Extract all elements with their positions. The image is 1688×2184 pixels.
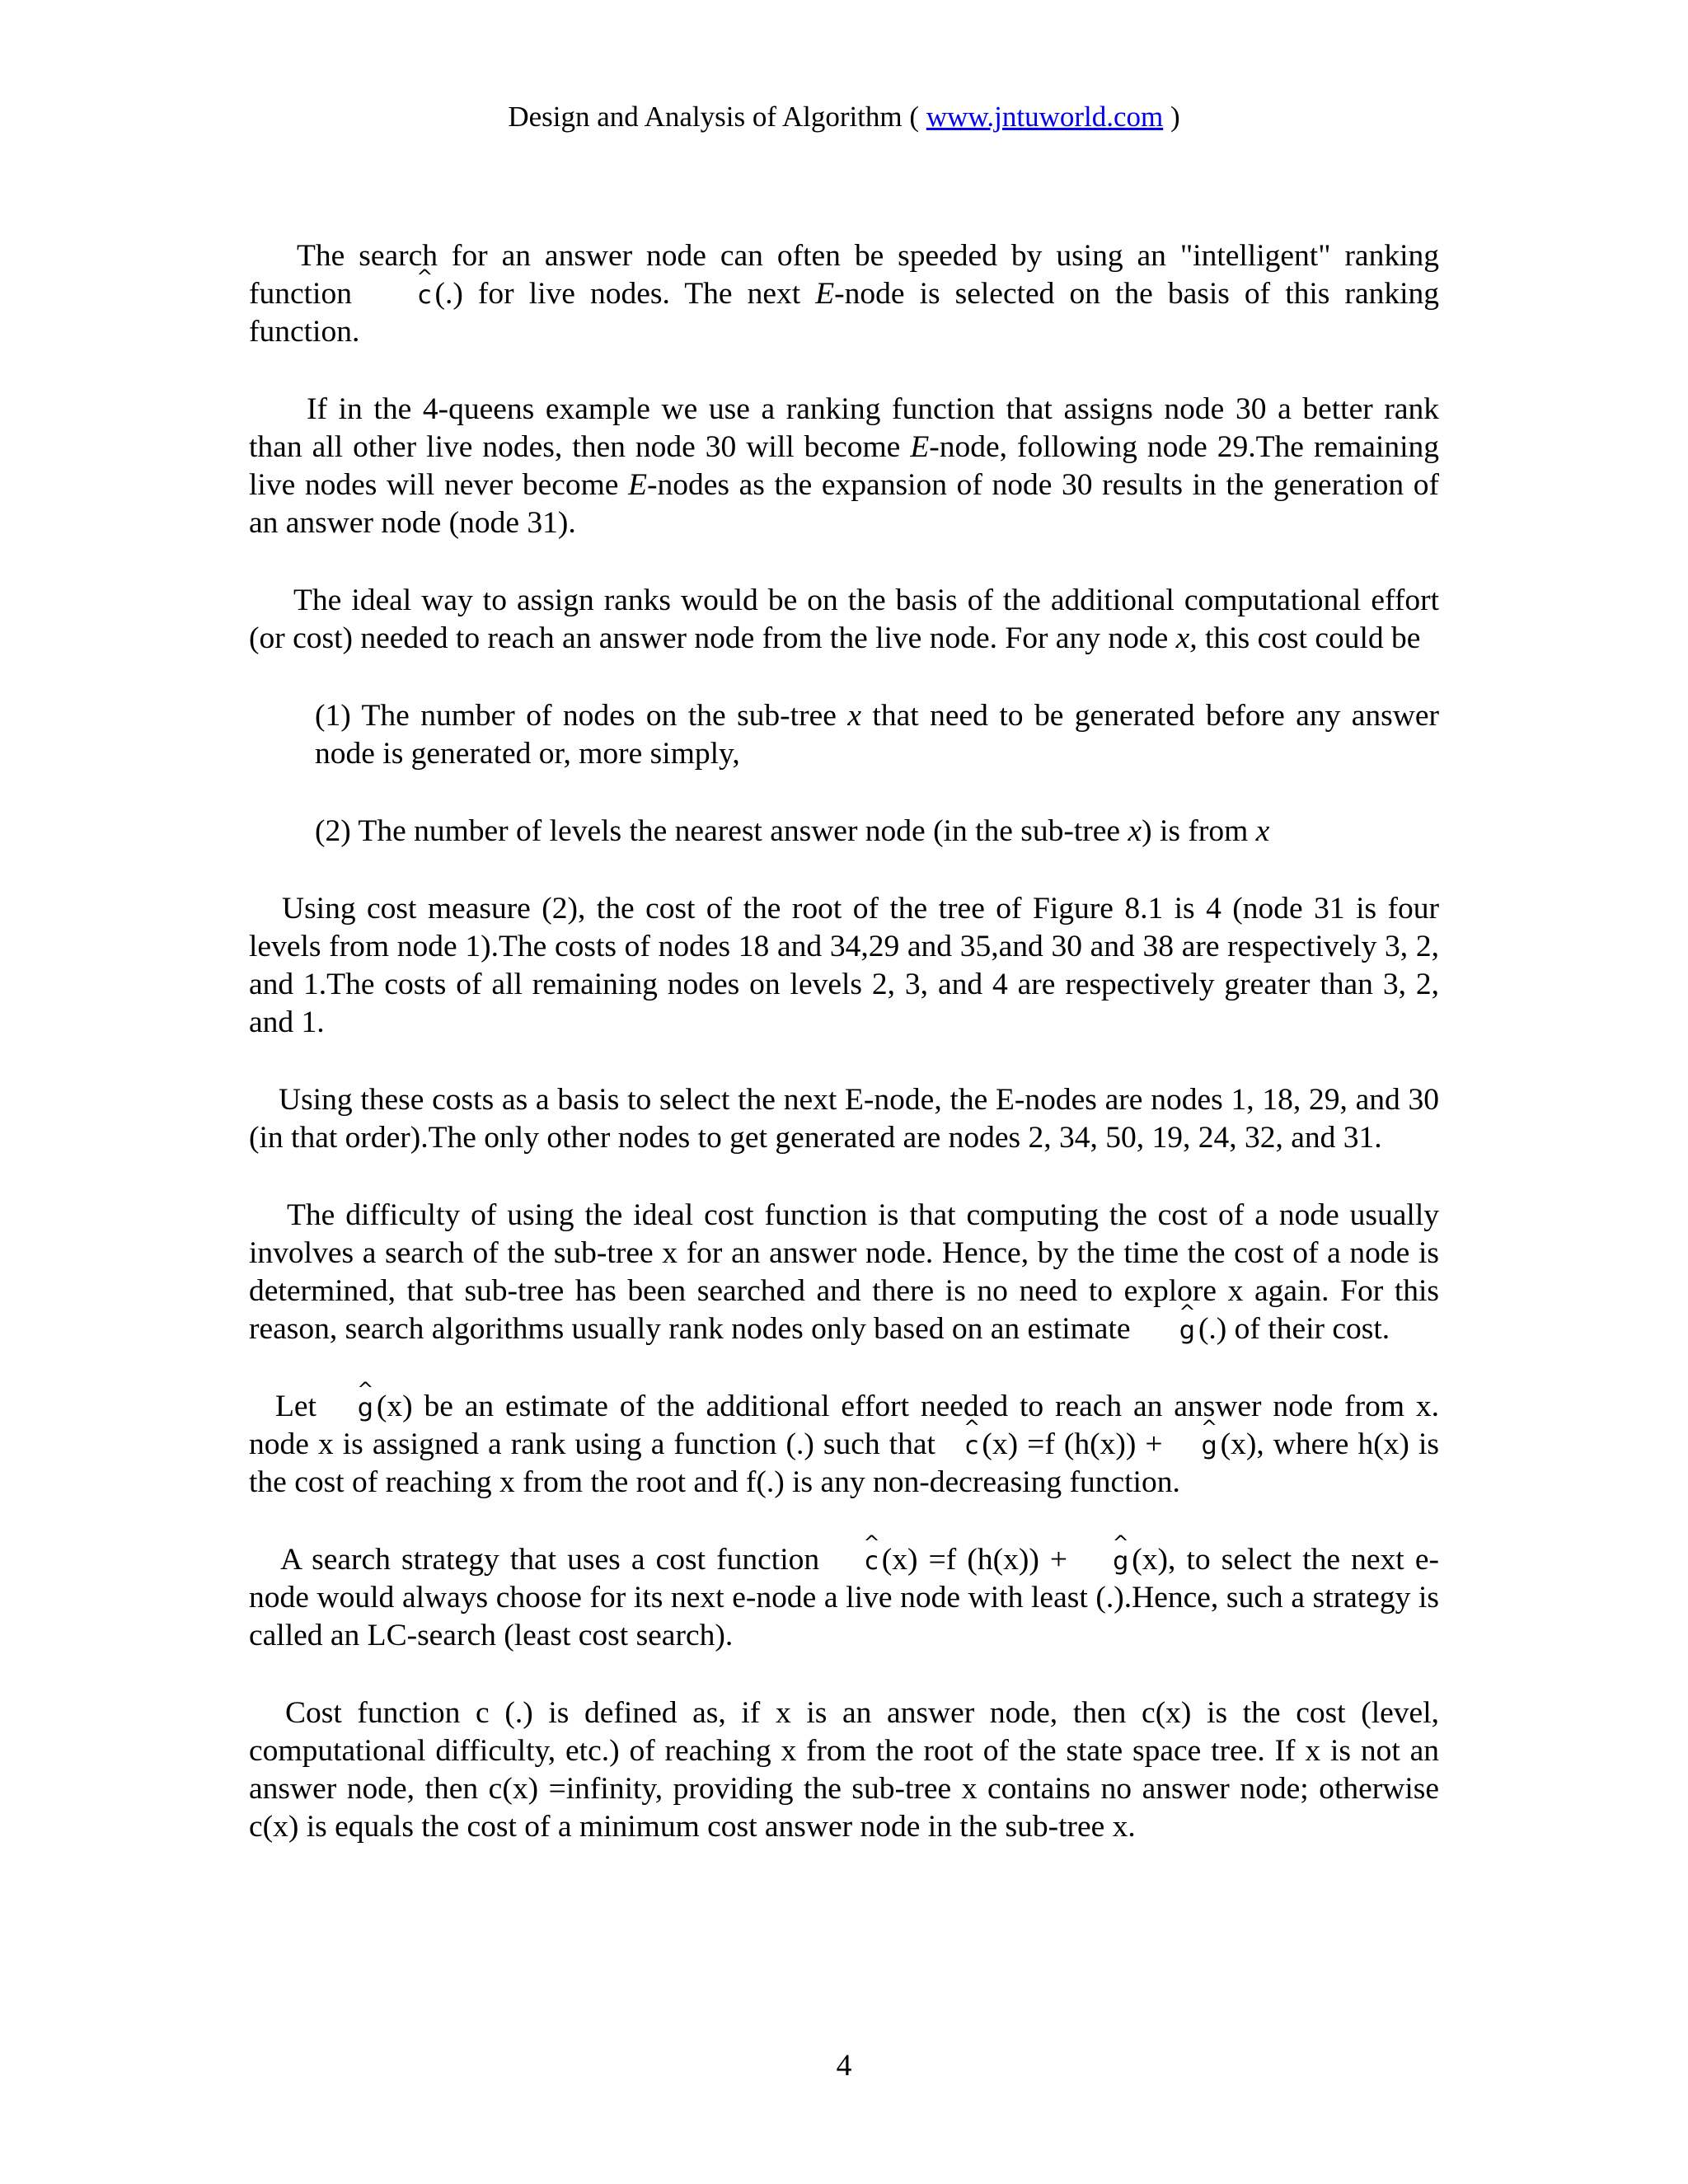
paragraph-4-queens: If in the 4-queens example we use a ranking function that assigns node 30 a better rank than all other live nodes, then node 30 will become E-node, following node 29.The remaining live nodes will never become E-nodes as the expansion of node 30 results in the generation of an answer node (node 31).: [249, 392, 1440, 540]
header-title: Design and Analysis of Algorithm (: [508, 101, 926, 133]
g-hat-symbol: ^ g: [1081, 1549, 1128, 1574]
g-hat-symbol: ^ g: [1142, 1319, 1195, 1343]
header-suffix: ): [1163, 101, 1180, 133]
paragraph-lc-search: A search strategy that uses a cost function ^ c (x) =f (h(x)) + ^ g (x), to select the next e-node would always choose for its next e-node a live node with least (.).Hence, such a strategy is called an LC-search (least cost search).: [249, 1541, 1439, 1655]
list-item-2: (2) The number of levels the nearest answer node (in the sub-tree x) is from x: [315, 814, 1270, 848]
paragraph-cost-measure: Using cost measure (2), the cost of the root of the tree of Figure 8.1 is 4 (node 31 is four levels from node 1).The costs of nodes 18 and 34,29 and 35,and 30 and 38 are respectively 3, 2, and 1.The costs of all remaining nodes on levels 2, 3, and 4 are respectively greater than 3, 2, and 1.: [249, 892, 1439, 1039]
paragraph-select-enode: Using these costs as a basis to select the next E-node, the E-nodes are nodes 1, 18, 29, and 30 (in that order).The only other nodes to get generated are nodes 2, 34, 50, 19, 24, 32, and 31.: [249, 1083, 1439, 1155]
g-hat-symbol: ^ g: [331, 1396, 373, 1421]
paragraph-ranking-function: The search for an answer node can often be speeded by using an "intelligent" ranking function ^ c (.) for live nodes. The next E-node is selected on the basis of this ranking function.: [249, 237, 1439, 351]
paragraph-difficulty: The difficulty of using the ideal cost function is that computing the cost of a node usually involves a search of the sub-tree x for an answer node. Hence, by the time the cost of a node is determined, that sub-tree has been searched and there is no need to explore x again. For this reason, search algorithms usually rank nodes only based on an estimate ^ g (.) of their cost.: [249, 1197, 1439, 1348]
c-hat-symbol: ^ c: [939, 1434, 979, 1459]
paragraph-estimate: Let ^ g (x) be an estimate of the additional effort needed to reach an answer node from x. node x is assigned a rank using a function (.) such that^ c (x) =f (h(x)) + ^ g (x), where h(x) is the cost of reaching x from the root and f(.) is any non-decreasing function.: [249, 1388, 1439, 1502]
c-hat-symbol: ^ c: [833, 1549, 879, 1574]
page-number: 4: [836, 2049, 852, 2083]
paragraph-ideal-ranks: The ideal way to assign ranks would be on the basis of the additional computational effort (or cost) needed to reach an answer node from the live node. For any node x, this cost could be: [249, 583, 1439, 655]
list-item-1: (1) The number of nodes on the sub-tree x that need to be generated before any answer node is generated or, more simply,: [315, 699, 1439, 771]
page-header: [0, 99, 1688, 135]
c-hat-symbol: ^ c: [370, 284, 432, 308]
header-link[interactable]: www.jntuworld.com: [926, 101, 1164, 133]
paragraph-cost-function: Cost function c (.) is defined as, if x is an answer node, then c(x) is the cost (level, computational difficulty, etc.) of reaching x from the root of the state space tree. If x is not an answer node, then c(x) =infinity, providing the sub-tree x contains no answer node; otherwise c(x) is equals the cost of a minimum cost answer node in the sub-tree x.: [249, 1696, 1439, 1844]
document-body: [249, 237, 1439, 1846]
g-hat-symbol: ^ g: [1175, 1434, 1217, 1459]
